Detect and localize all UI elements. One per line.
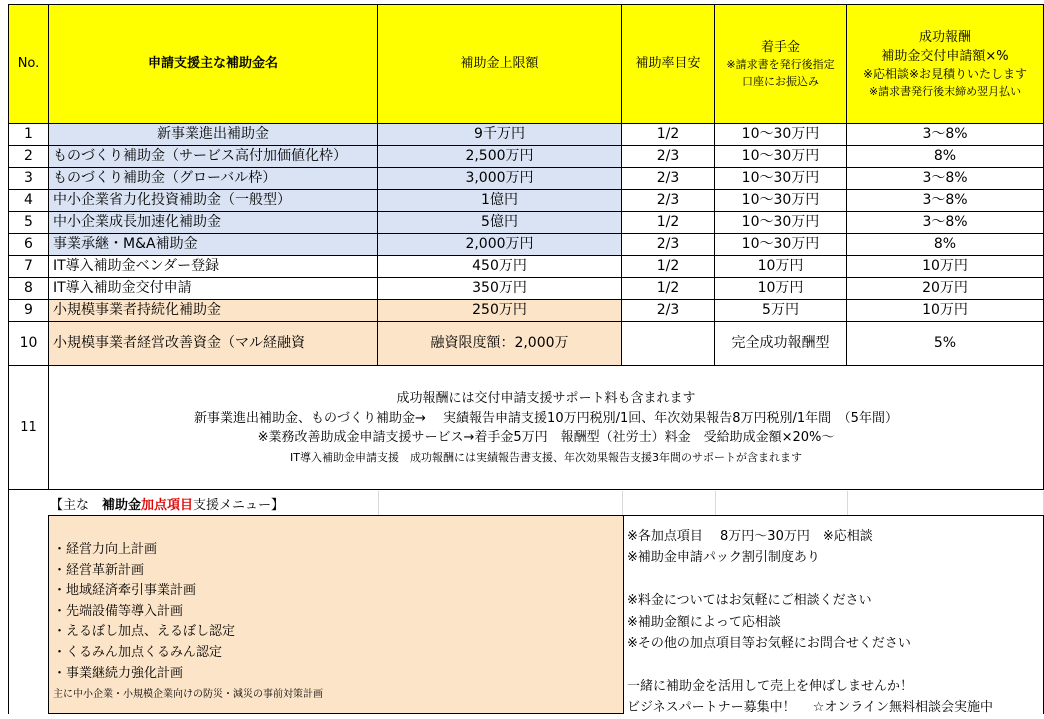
header-no: No.	[9, 5, 49, 124]
gridline	[847, 491, 848, 515]
row-7-fee: 10万円	[715, 256, 847, 278]
row-2-no: 2	[9, 146, 49, 168]
menu-title: 【主な 補助金加点項目支援メニュー】	[50, 498, 285, 513]
menu-items-panel	[48, 515, 624, 714]
row-1-no: 1	[9, 124, 49, 146]
row-2-rate: 2/3	[622, 146, 715, 168]
row-5-success: 3～8%	[847, 212, 1044, 234]
menu-info-line: ※補助金申請パック割引制度あり	[627, 550, 820, 566]
row-6-rate: 2/3	[622, 234, 715, 256]
row-11-notes: 成功報酬には交付申請支援サポート料も含まれます 新事業進出補助金、ものづくり補助金→ 実績報告申請支援10万円税別/1回、年次効果報告8万円税別/1年間 （5年間） ※業務改善助成金申請支援サービス→着手金5万円 報酬型（社労士）料金 受給助成金額×20%～ IT導入補助金申請支援 成功報酬には実績報告書支援、年次効果報告支援3年間のサポートが含まれます	[49, 366, 1044, 490]
row-6-fee: 10～30万円	[715, 234, 847, 256]
row-2-fee: 10～30万円	[715, 146, 847, 168]
menu-info-panel	[623, 515, 1044, 714]
row-8-name: IT導入補助金交付申請	[49, 278, 378, 300]
menu-item-note: 主に中小企業・小規模企業向けの防災・減災の事前対策計画	[53, 689, 323, 700]
menu-info-line: ※料金についてはお気軽にご相談ください	[627, 593, 872, 609]
row-5-rate: 1/2	[622, 212, 715, 234]
row-5-fee: 10～30万円	[715, 212, 847, 234]
row-5-limit: 5億円	[378, 212, 622, 234]
row-1-limit: 9千万円	[378, 124, 622, 146]
gridline	[378, 491, 379, 515]
row-6-limit: 2,000万円	[378, 234, 622, 256]
menu-info-line: ※その他の加点項目等お気軽にお問合せください	[627, 636, 911, 652]
row-9-success: 10万円	[847, 300, 1044, 322]
row-3-fee: 10～30万円	[715, 168, 847, 190]
header-success: 成功報酬 補助金交付申請額×% ※応相談※お見積りいたします ※請求書発行後末締め翌月払い	[847, 5, 1044, 124]
row-1-success: 3～8%	[847, 124, 1044, 146]
row-2-limit: 2,500万円	[378, 146, 622, 168]
menu-info-list	[627, 526, 993, 719]
row-1-fee: 10～30万円	[715, 124, 847, 146]
row-6-no: 6	[9, 234, 49, 256]
row-9-no: 9	[9, 300, 49, 322]
row-1-name: 新事業進出補助金	[49, 124, 378, 146]
row-9-rate: 2/3	[622, 300, 715, 322]
row-7-success: 10万円	[847, 256, 1044, 278]
row-7-rate: 1/2	[622, 256, 715, 278]
row-4-rate: 2/3	[622, 190, 715, 212]
row-3-limit: 3,000万円	[378, 168, 622, 190]
menu-items-list	[53, 540, 235, 684]
menu-info-line: ※各加点項目 8万円～30万円 ※応相談	[627, 529, 873, 544]
row-4-limit: 1億円	[378, 190, 622, 212]
row-9-fee: 5万円	[715, 300, 847, 322]
row-8-rate: 1/2	[622, 278, 715, 300]
row-10-fee: 完全成功報酬型	[715, 322, 847, 366]
row-4-fee: 10～30万円	[715, 190, 847, 212]
row-10-limit: 融資限度額：2,000万	[378, 322, 622, 366]
row-9-limit: 250万円	[378, 300, 622, 322]
row-7-limit: 450万円	[378, 256, 622, 278]
row-5-name: 中小企業成長加速化補助金	[49, 212, 378, 234]
row-10-rate	[622, 322, 715, 366]
menu-info-line: ビジネスパートナー募集中！ ☆オンライン無料相談会実施中	[627, 700, 994, 716]
row-8-fee: 10万円	[715, 278, 847, 300]
row-4-no: 4	[9, 190, 49, 212]
row-3-success: 3～8%	[847, 168, 1044, 190]
row-4-success: 3～8%	[847, 190, 1044, 212]
row-6-name: 事業承継・M&A補助金	[49, 234, 378, 256]
row-8-limit: 350万円	[378, 278, 622, 300]
row-10-success: 5%	[847, 322, 1044, 366]
menu-item: ・えるぼし加点、えるぼし認定	[53, 624, 236, 640]
menu-item: ・経営力向上計画	[53, 542, 158, 557]
row-3-no: 3	[9, 168, 49, 190]
menu-info-line: 一緒に補助金を活用して売上を伸ばしませんか！	[627, 678, 914, 694]
row-11-no: 11	[9, 366, 49, 490]
header-name: 申請支援主な補助金名	[49, 5, 378, 124]
menu-item: ・先端設備等導入計画	[53, 603, 184, 619]
row-3-name: ものづくり補助金（グローバル枠）	[49, 168, 378, 190]
gridline	[622, 491, 623, 515]
row-10-name: 小規模事業者経営改善資金（マル経融資	[49, 322, 378, 366]
row-5-no: 5	[9, 212, 49, 234]
header-rate: 補助率目安	[622, 5, 715, 124]
row-8-success: 20万円	[847, 278, 1044, 300]
row-3-rate: 2/3	[622, 168, 715, 190]
row-8-no: 8	[9, 278, 49, 300]
header-fee: 着手金 ※請求書を発行後指定 口座にお振込み	[715, 5, 847, 124]
menu-info-line: ※補助金額によって応相談	[627, 614, 781, 630]
menu-info-line	[627, 569, 993, 590]
row-7-name: IT導入補助金ベンダー登録	[49, 256, 378, 278]
menu-item: ・経営革新計画	[53, 562, 145, 578]
header-limit: 補助金上限額	[378, 5, 622, 124]
row-6-success: 8%	[847, 234, 1044, 256]
gridline	[715, 491, 716, 515]
menu-item: ・事業継続力強化計画	[53, 665, 184, 681]
row-4-name: 中小企業省力化投資補助金（一般型）	[49, 190, 378, 212]
menu-item: ・地域経済牽引事業計画	[53, 583, 197, 599]
row-2-success: 8%	[847, 146, 1044, 168]
row-2-name: ものづくり補助金（サービス高付加価値化枠）	[49, 146, 378, 168]
menu-item: ・くるみん加点くるみん認定	[53, 644, 223, 660]
row-10-no: 10	[9, 322, 49, 366]
row-7-no: 7	[9, 256, 49, 278]
menu-info-line	[627, 654, 993, 675]
row-9-name: 小規模事業者持続化補助金	[49, 300, 378, 322]
row-1-rate: 1/2	[622, 124, 715, 146]
